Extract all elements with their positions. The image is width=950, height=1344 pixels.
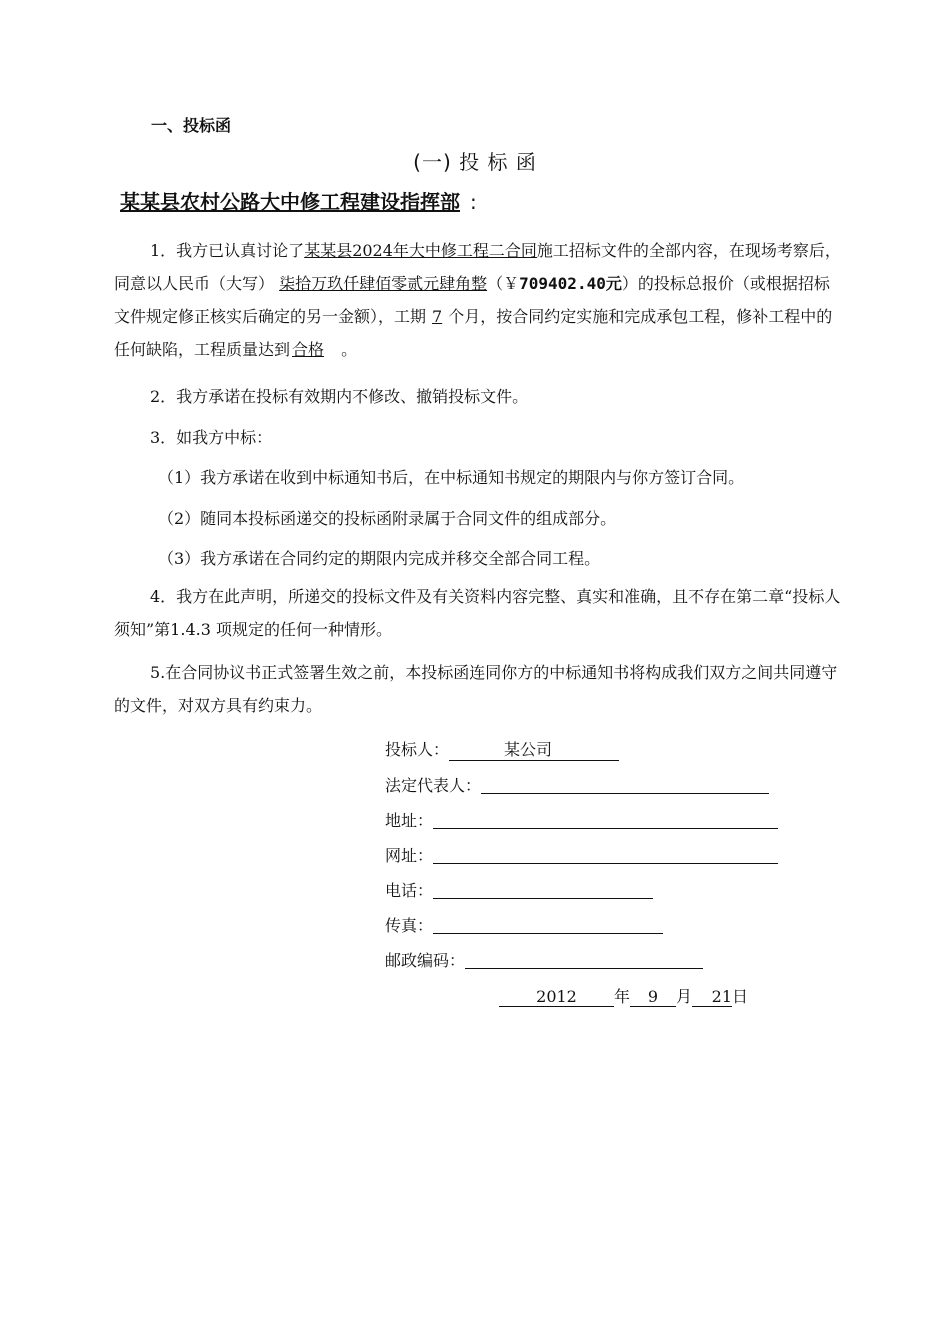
recipient-line [114,186,477,215]
paragraph-3-2: （2）随同本投标函递交的投标函附录属于合同文件的组成部分。 [158,509,617,528]
paragraph-3: 3．如我方中标： [150,428,273,447]
fax-field [385,913,663,936]
project-name: 某某县2024年大中修工程二合同 [304,241,537,260]
bidder-label: 投标人： [385,740,450,759]
phone-field [385,878,653,901]
para1-text-c: （￥ [487,274,520,293]
website-field [385,843,778,866]
para1-text-a: 1．我方已认真讨论了 [150,241,305,260]
legal-rep-label: 法定代表人： [385,776,482,795]
fax-label: 传真： [385,916,434,935]
date-day: 21 [692,987,732,1007]
bidder-value: 某公司 [504,740,553,759]
address-blank [433,810,778,829]
section-heading: 一、投标函 [151,116,232,135]
phone-label: 电话： [385,881,434,900]
construction-period: 7 [432,307,443,326]
address-field [385,808,778,831]
date-month: 9 [630,987,676,1007]
postcode-blank [465,950,703,969]
date-day-label: 日 [732,987,749,1006]
legal-representative-field [385,773,769,796]
recipient-colon: : [470,190,477,214]
amount-unit: 元 [605,274,622,293]
quality-standard: 合格 [292,340,325,359]
date-year-label: 年 [614,987,631,1006]
paragraph-1 [114,234,844,366]
paragraph-4: 4．我方在此声明，所递交的投标文件及有关资料内容完整、真实和准确，且不存在第二章“投标人须知”第1.4.3 项规定的任何一种情形。 [114,587,841,639]
date-line [499,984,748,1007]
para1-text-e: 个月，按合同约定实施和完成承包工程，修补工程中的任何缺陷，工程质量达到 [114,307,833,359]
para1-text-b: 施工招标文件的全部内容，在现场考察后，同意以人民币（大写） [114,241,841,293]
website-blank [433,845,778,864]
paragraph-5: 5.在合同协议书正式签署生效之前，本投标函连同你方的中标通知书将构成我们双方之间共同遵守的文件，对双方具有约束力。 [114,663,838,715]
address-label: 地址： [385,811,434,830]
bidder-field [385,737,619,761]
paragraph-3-1: （1）我方承诺在收到中标通知书后，在中标通知书规定的期限内与你方签订合同。 [158,468,745,487]
amount-in-words: 柒拾万玖仟肆佰零贰元肆角整 [279,274,488,293]
para1-text-f: 。 [341,340,358,359]
para1-text-d: ）的投标总报价（或根据招标文件规定修正核实后确定的另一金额），工期 [114,274,830,326]
paragraph-3-3: （3）我方承诺在合同约定的期限内完成并移交全部合同工程。 [158,549,601,568]
postcode-field [385,948,703,971]
date-month-label: 月 [676,987,693,1006]
website-label: 网址： [385,846,434,865]
legal-rep-blank [481,775,769,794]
paragraph-2: 2．我方承诺在投标有效期内不修改、撤销投标文件。 [150,387,529,406]
fax-blank [433,915,663,934]
postcode-label: 邮政编码： [385,951,466,970]
document-title: (一) 投 标 函 [413,150,537,174]
date-year: 2012 [499,987,614,1007]
phone-blank [433,880,653,899]
recipient-name: 某某县农村公路大中修工程建设指挥部 [120,190,460,214]
amount-number: 709402.40 [519,274,606,293]
